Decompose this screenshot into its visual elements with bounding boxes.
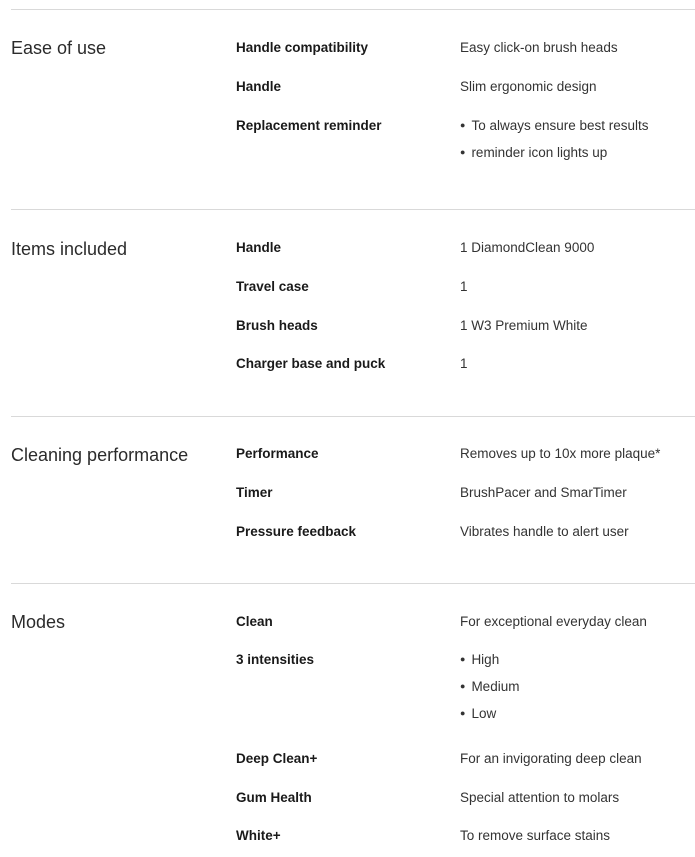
spec-label: Charger base and puck	[236, 356, 386, 371]
spec-value: To remove surface stains	[460, 828, 611, 843]
spec-label: Handle	[236, 79, 282, 94]
spec-label: Pressure feedback	[236, 524, 357, 539]
spec-value: Easy click-on brush heads	[460, 40, 618, 55]
spec-value: 1	[460, 279, 468, 294]
spec-label: Replacement reminder	[236, 118, 382, 133]
section-divider	[11, 9, 695, 10]
spec-value: Special attention to molars	[460, 790, 620, 805]
section-divider	[11, 416, 695, 417]
spec-label: Performance	[236, 446, 319, 461]
spec-label: Deep Clean+	[236, 751, 318, 766]
spec-value: 1 DiamondClean 9000	[460, 240, 595, 255]
spec-label: Clean	[236, 614, 273, 629]
spec-value: 1 W3 Premium White	[460, 318, 588, 333]
spec-value: For exceptional everyday clean	[460, 614, 647, 629]
spec-label: Handle	[236, 240, 282, 255]
spec-bullet-list	[460, 651, 519, 732]
spec-label: 3 intensities	[236, 652, 315, 667]
spec-value: Slim ergonomic design	[460, 79, 597, 94]
spec-bullet-item: ● reminder icon lights up	[460, 144, 649, 171]
spec-label: Gum Health	[236, 790, 312, 805]
section-title: Ease of use	[11, 38, 107, 58]
spec-bullet-item: ● Low	[460, 705, 519, 732]
spec-value: Removes up to 10x more plaque*	[460, 446, 661, 461]
spec-label: White+	[236, 828, 281, 843]
section-title: Cleaning performance	[11, 445, 189, 465]
spec-label: Timer	[236, 485, 273, 500]
spec-value: Vibrates handle to alert user	[460, 524, 629, 539]
spec-label: Travel case	[236, 279, 309, 294]
section-divider	[11, 583, 695, 584]
spec-bullet-item: ● To always ensure best results	[460, 117, 649, 144]
spec-value: For an invigorating deep clean	[460, 751, 642, 766]
spec-bullet-list	[460, 117, 649, 171]
spec-label: Handle compatibility	[236, 40, 369, 55]
spec-label: Brush heads	[236, 318, 318, 333]
spec-value: 1	[460, 356, 468, 371]
spec-bullet-item: ● Medium	[460, 678, 519, 705]
section-title: Modes	[11, 612, 66, 632]
spec-value: BrushPacer and SmarTimer	[460, 485, 627, 500]
section-divider	[11, 209, 695, 210]
spec-bullet-item: ● High	[460, 651, 519, 678]
section-title: Items included	[11, 239, 128, 259]
